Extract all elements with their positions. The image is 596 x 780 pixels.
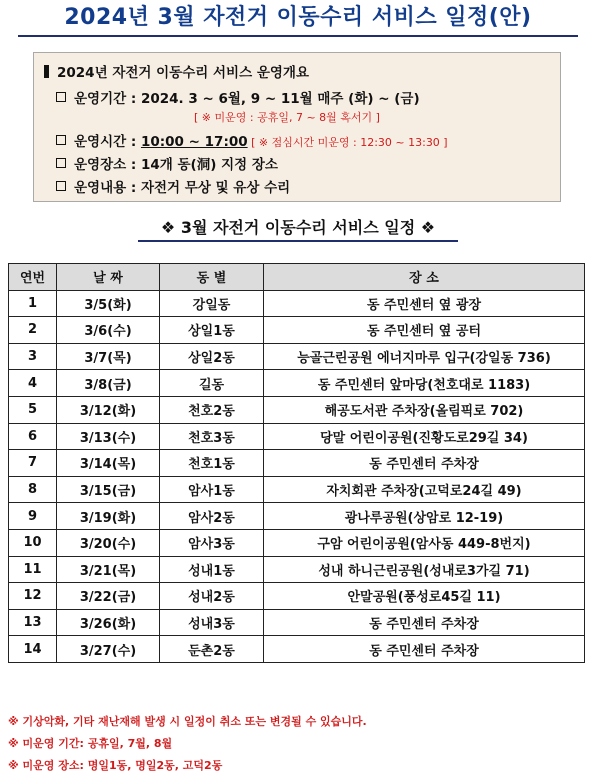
period-text: 운영기간 : 2024. 3 ~ 6월, 9 ~ 11월 매주 (화) ~ (금) <box>74 91 420 107</box>
schedule-title-underline <box>138 240 458 242</box>
cell-date: 3/21(목) <box>57 556 160 583</box>
overview-place <box>56 153 278 173</box>
table-row <box>9 317 585 344</box>
table-row <box>9 343 585 370</box>
cell-date: 3/6(수) <box>57 317 160 344</box>
cell-dong: 암사2동 <box>160 503 264 530</box>
overview-heading-text: 2024년 자전거 이동수리 서비스 운영개요 <box>57 65 309 81</box>
time-note: [ ※ 점심시간 미운영 : 12:30 ~ 13:30 ] <box>247 136 448 149</box>
cell-dong: 성내1동 <box>160 556 264 583</box>
content-text: 운영내용 : 자전거 무상 및 유상 수리 <box>74 180 291 196</box>
cell-place: 자치회관 주차장(고덕로24길 49) <box>264 476 585 503</box>
table-row <box>9 370 585 397</box>
cell-place: 능골근린공원 에너지마루 입구(강일동 736) <box>264 343 585 370</box>
cell-date: 3/26(화) <box>57 609 160 636</box>
cell-no: 3 <box>9 343 57 370</box>
place-text: 운영장소 : 14개 동(洞) 지정 장소 <box>74 157 278 173</box>
cell-no: 12 <box>9 583 57 610</box>
overview-period <box>56 87 420 107</box>
cell-place: 동 주민센터 주차장 <box>264 636 585 663</box>
cell-no: 2 <box>9 317 57 344</box>
cell-place: 구암 어린이공원(암사동 449-8번지) <box>264 529 585 556</box>
table-row <box>9 583 585 610</box>
cell-place: 동 주민센터 주차장 <box>264 450 585 477</box>
checkbox-bullet-icon <box>56 181 66 191</box>
cell-date: 3/7(목) <box>57 343 160 370</box>
page-title: 2024년 3월 자전거 이동수리 서비스 일정(안) <box>64 5 532 30</box>
cell-no: 10 <box>9 529 57 556</box>
table-row <box>9 503 585 530</box>
table-row <box>9 609 585 636</box>
schedule-table <box>8 263 585 663</box>
cell-date: 3/19(화) <box>57 503 160 530</box>
cell-no: 14 <box>9 636 57 663</box>
checkbox-bullet-icon <box>56 135 66 145</box>
checkbox-bullet-icon <box>56 92 66 102</box>
time-label: 운영시간 : <box>74 134 141 150</box>
overview-heading <box>44 61 309 81</box>
overview-time <box>56 130 448 150</box>
cell-no: 13 <box>9 609 57 636</box>
cell-no: 9 <box>9 503 57 530</box>
note-off-places: ※ 미운영 장소: 명일1동, 명일2동, 고덕2동 <box>8 759 223 772</box>
notes <box>8 714 367 780</box>
cell-place: 동 주민센터 옆 광장 <box>264 290 585 317</box>
table-row <box>9 636 585 663</box>
note-off-period: ※ 미운영 기간: 공휴일, 7월, 8월 <box>8 737 173 750</box>
header-place: 장 소 <box>264 264 585 291</box>
schedule-title: ❖ 3월 자전거 이동수리 서비스 일정 ❖ <box>160 218 436 237</box>
table-row <box>9 476 585 503</box>
overview-box <box>33 52 561 202</box>
table-row <box>9 556 585 583</box>
time-value: 10:00 ~ 17:00 <box>140 134 248 150</box>
cell-dong: 상일1동 <box>160 317 264 344</box>
header-dong: 동 별 <box>160 264 264 291</box>
table-body <box>9 290 585 662</box>
header-no: 연번 <box>9 264 57 291</box>
cell-dong: 둔촌2동 <box>160 636 264 663</box>
table-row <box>9 450 585 477</box>
cell-dong: 암사3동 <box>160 529 264 556</box>
cell-date: 3/27(수) <box>57 636 160 663</box>
cell-place: 안말공원(풍성로45길 11) <box>264 583 585 610</box>
cell-place: 동 주민센터 앞마당(천호대로 1183) <box>264 370 585 397</box>
cell-date: 3/20(수) <box>57 529 160 556</box>
cell-dong: 천호1동 <box>160 450 264 477</box>
cell-no: 11 <box>9 556 57 583</box>
cell-dong: 강일동 <box>160 290 264 317</box>
cell-no: 4 <box>9 370 57 397</box>
cell-date: 3/13(수) <box>57 423 160 450</box>
title-underline <box>18 35 578 37</box>
cell-dong: 성내3동 <box>160 609 264 636</box>
table-header-row <box>9 264 585 291</box>
cell-place: 광나루공원(상암로 12-19) <box>264 503 585 530</box>
square-bullet-icon <box>44 65 49 78</box>
cell-no: 6 <box>9 423 57 450</box>
table-row <box>9 423 585 450</box>
cell-place: 해공도서관 주차장(올림픽로 702) <box>264 396 585 423</box>
cell-place: 동 주민센터 주차장 <box>264 609 585 636</box>
cell-no: 5 <box>9 396 57 423</box>
cell-dong: 상일2동 <box>160 343 264 370</box>
cell-place: 성내 하니근린공원(성내로3가길 71) <box>264 556 585 583</box>
cell-dong: 성내2동 <box>160 583 264 610</box>
cell-no: 1 <box>9 290 57 317</box>
period-note: [ ※ 미운영 : 공휴일, 7 ~ 8월 혹서기 ] <box>194 111 380 124</box>
table-row <box>9 290 585 317</box>
cell-place: 동 주민센터 옆 공터 <box>264 317 585 344</box>
table-row <box>9 396 585 423</box>
cell-date: 3/22(금) <box>57 583 160 610</box>
cell-date: 3/5(화) <box>57 290 160 317</box>
checkbox-bullet-icon <box>56 158 66 168</box>
cell-place: 당말 어린이공원(진황도로29길 34) <box>264 423 585 450</box>
cell-dong: 길동 <box>160 370 264 397</box>
note-weather: ※ 기상악화, 기타 재난재해 발생 시 일정이 취소 또는 변경될 수 있습니다. <box>8 715 367 728</box>
cell-date: 3/12(화) <box>57 396 160 423</box>
cell-date: 3/14(목) <box>57 450 160 477</box>
cell-no: 7 <box>9 450 57 477</box>
cell-date: 3/15(금) <box>57 476 160 503</box>
header-date: 날 짜 <box>57 264 160 291</box>
table-row <box>9 529 585 556</box>
cell-dong: 천호2동 <box>160 396 264 423</box>
cell-date: 3/8(금) <box>57 370 160 397</box>
overview-content <box>56 176 290 196</box>
cell-dong: 천호3동 <box>160 423 264 450</box>
cell-dong: 암사1동 <box>160 476 264 503</box>
cell-no: 8 <box>9 476 57 503</box>
